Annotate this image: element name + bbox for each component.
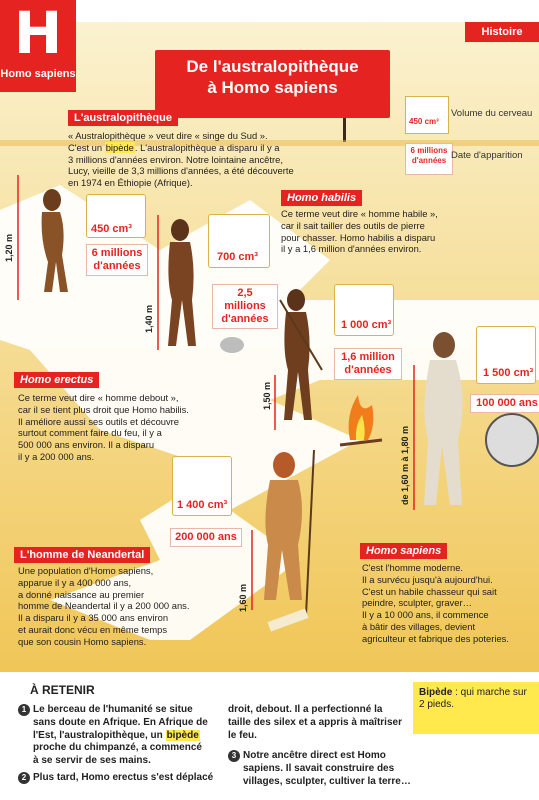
australopithecus-title: L'australopithèque — [68, 110, 178, 126]
habilis-title: Homo habilis — [281, 190, 362, 206]
neandertal-height: 1,60 m — [238, 583, 248, 612]
habilis-date: 2,5 millions d'années — [212, 284, 278, 329]
australopithecus-text: « Australopithèque » veut dire « singe du Sud ». C'est un bipède. L'australopithèque a disparu il y a 3 millions d'années environ. Notre lointaine ancêtre, Lucy, vieille de 3,3 millions d'années, a été découverte en 1974 en Éthiopie (Afrique). — [68, 130, 294, 189]
sapiens-skull-icon: 1 500 cm³ — [476, 326, 536, 384]
sapiens-title: Homo sapiens — [360, 543, 447, 559]
summary-heading: À RETENIR — [30, 683, 95, 697]
habilis-height: 1,40 m — [144, 304, 154, 333]
definition-box: Bipède : qui marche sur 2 pieds. — [413, 682, 539, 734]
summary-column-2: droit, debout. Il a perfectionné la taille des silex et a appris à maîtriser le feu. 3 Notre ancêtre direct est Homo sapiens. Il savait construire des villages, sculpter, cultiver la terre… — [228, 704, 411, 787]
australopithecus-height: 1,20 m — [4, 233, 14, 262]
chapter-badge — [0, 0, 76, 92]
legend-date-box: 6 millions d'années — [405, 143, 453, 175]
erectus-height: 1,50 m — [262, 381, 272, 410]
erectus-title: Homo erectus — [14, 372, 99, 388]
neandertal-skull-icon: 1 400 cm³ — [172, 456, 232, 516]
erectus-skull-icon: 1 000 cm³ — [334, 284, 394, 336]
section-tab: Histoire — [465, 22, 539, 42]
habilis-skull-icon: 700 cm³ — [208, 214, 270, 268]
legend-date-label: Date d'apparition — [451, 150, 523, 161]
chapter-label: Homo sapiens — [0, 68, 76, 80]
neandertal-text: Une population d'Homo sapiens, apparue il y a 400 000 ans, a donné naissance au premier homme de Neandertal il y a 200 000 ans. Il a disparu il y a 35 000 ans environ et aurait donc vécu en même temps que son cousin Homo sapiens. — [18, 565, 190, 647]
erectus-text: Ce terme veut dire « homme debout », car il se tient plus droit que Homo habilis. Il améliore aussi ses outils et découvre surtout comment faire du feu, il y a 500 000 ans environ. Il a disparu il y a 200 000 ans. — [18, 392, 189, 462]
sapiens-height: de 1,60 m à 1,80 m — [400, 425, 410, 505]
habilis-text: Ce terme veut dire « homme habile », car il sait tailler des outils de pierre pour chasser. Homo habilis a disparu il y a 1,6 million d'années environ. — [281, 208, 438, 255]
summary-point-1: 1 Le berceau de l'humanité se situe sans doute en Afrique. En Afrique de l'Est, l'australopithèque, un bipède proche du chimpanzé, a commencé à se servir de ses mains. 2 Plus tard, Homo erectus s'est déplacé — [18, 704, 218, 785]
australopithecus-skull-icon: 450 cm³ — [86, 194, 146, 238]
page-title: De l'australopithèque à Homo sapiens — [155, 50, 390, 118]
sapiens-text: C'est l'homme moderne. Il a survécu jusqu'à aujourd'hui. C'est un habile chasseur qui sait peindre, sculpter, graver… Il y a 10 000 ans, il commence à bâtir des villages, devient agriculteur et fabrique des poteries. — [362, 562, 509, 644]
chapter-letter: H — [13, 0, 63, 67]
legend-brain-icon: 450 cm³ — [405, 96, 449, 134]
neandertal-date: 200 000 ans — [170, 528, 242, 547]
erectus-date: 1,6 million d'années — [334, 348, 402, 380]
legend-volume-label: Volume du cerveau — [451, 108, 533, 119]
australopithecus-date: 6 millions d'années — [86, 244, 148, 276]
neandertal-title: L'homme de Neandertal — [14, 547, 150, 563]
sapiens-date: 100 000 ans — [470, 394, 539, 413]
